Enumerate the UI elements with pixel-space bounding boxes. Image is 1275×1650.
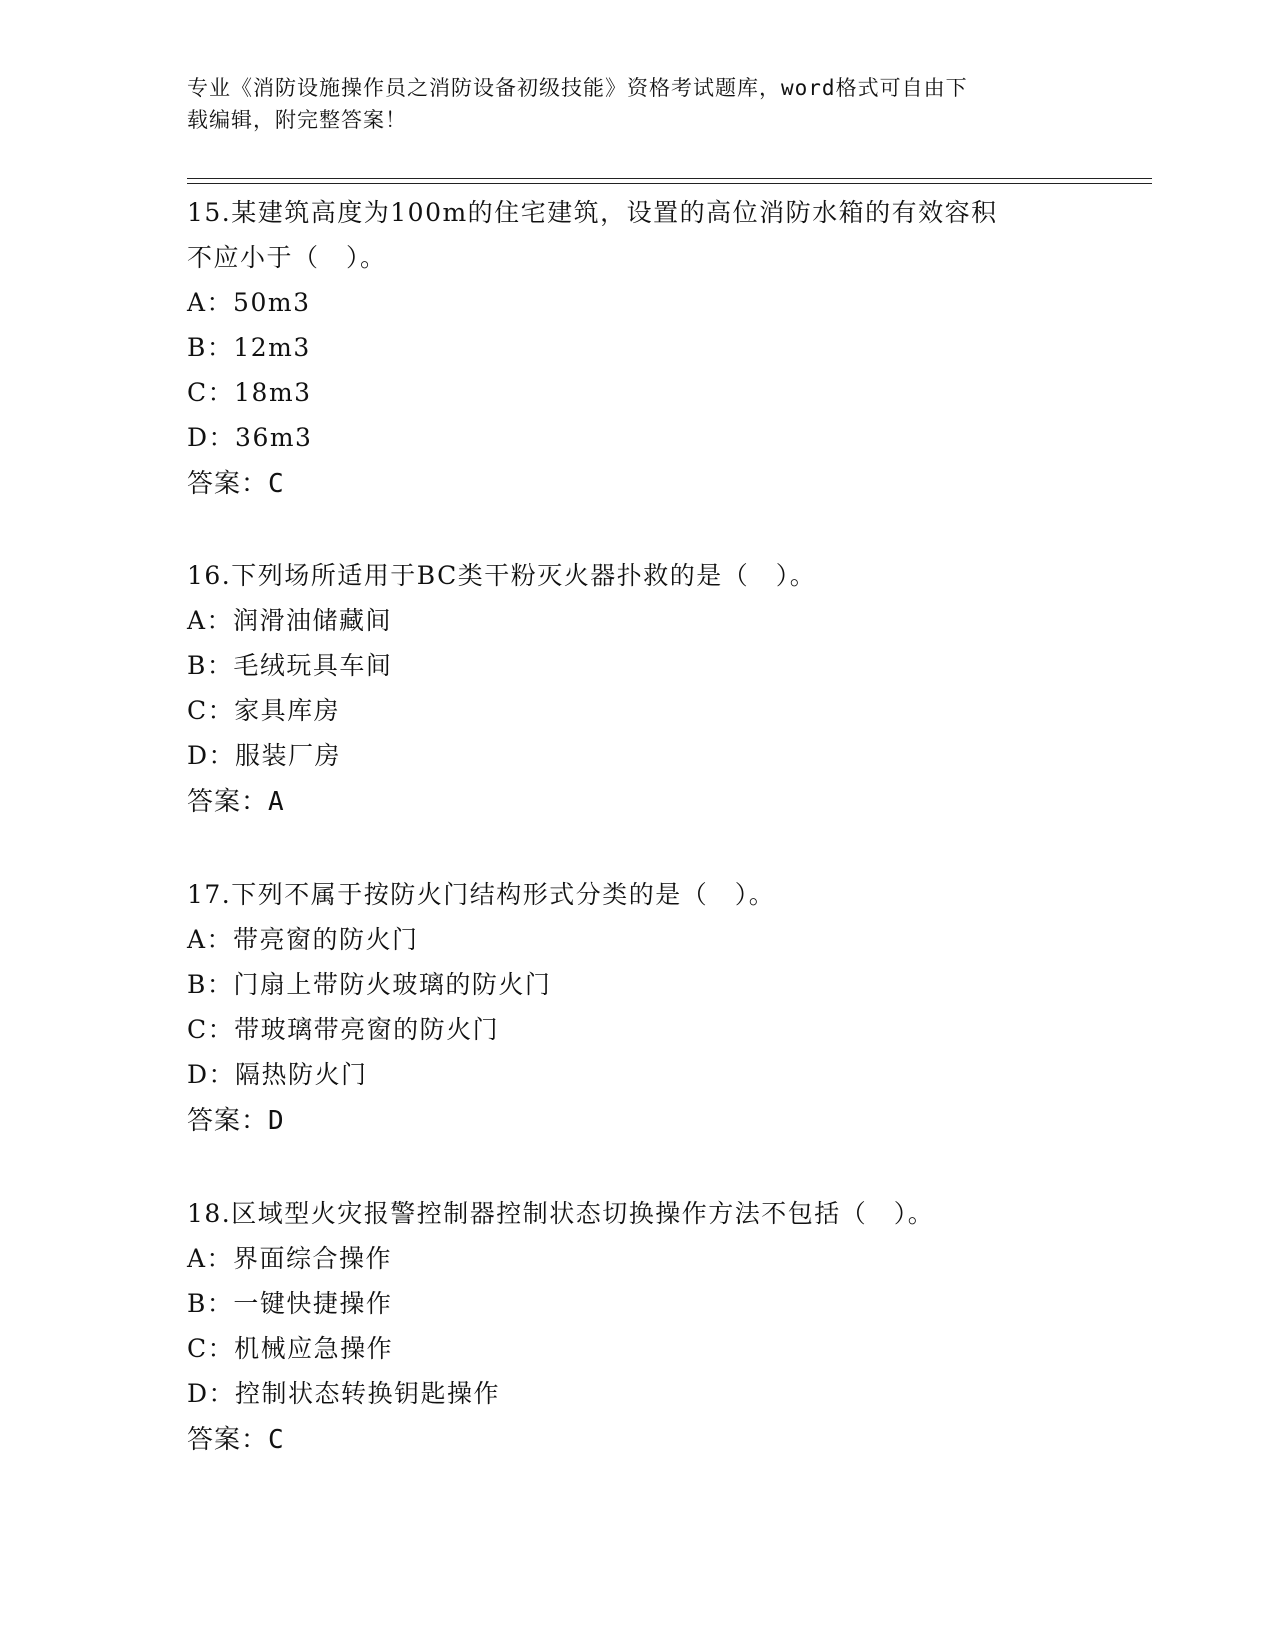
option-c: C：家具库房: [187, 696, 341, 725]
question-stem: 16.下列场所适用于BC类干粉灭火器扑救的是（ ）。: [187, 561, 817, 590]
question-stem: 15.某建筑高度为100m的住宅建筑，设置的高位消防水箱的有效容积: [187, 198, 998, 227]
option-d: D：控制状态转换钥匙操作: [187, 1379, 501, 1408]
question-16: [187, 553, 1087, 826]
option-b: B：12m3: [187, 333, 311, 362]
option-b: B：一键快捷操作: [187, 1289, 393, 1318]
option-c: C：带玻璃带亮窗的防火门: [187, 1015, 500, 1044]
option-c: C：18m3: [187, 378, 312, 407]
question-stem: 18.区域型火灾报警控制器控制状态切换操作方法不包括（ ）。: [187, 1199, 935, 1228]
answer: 答案：C: [187, 469, 285, 499]
header-line-1: 专业《消防设施操作员之消防设备初级技能》资格考试题库，word格式可自由下: [187, 76, 968, 100]
option-a: A：带亮窗的防火门: [187, 925, 419, 954]
header-divider-bottom: [187, 183, 1152, 184]
answer: 答案：D: [187, 1106, 285, 1136]
document-header: [187, 72, 1087, 136]
option-d: D：隔热防火门: [187, 1060, 368, 1089]
question-15: [187, 190, 1087, 508]
answer: 答案：A: [187, 787, 285, 817]
option-d: D：36m3: [187, 423, 313, 452]
header-divider-top: [187, 178, 1152, 179]
answer: 答案：C: [187, 1425, 285, 1455]
option-a: A：润滑油储藏间: [187, 606, 393, 635]
option-a: A：50m3: [187, 288, 311, 317]
option-d: D：服装厂房: [187, 741, 342, 770]
question-stem-continued: 不应小于（ ）。: [187, 243, 387, 272]
option-b: B：毛绒玩具车间: [187, 651, 393, 680]
question-stem: 17.下列不属于按防火门结构形式分类的是（ ）。: [187, 880, 776, 909]
header-line-2: 载编辑，附完整答案！: [187, 108, 407, 132]
question-17: [187, 872, 1087, 1145]
option-b: B：门扇上带防火玻璃的防火门: [187, 970, 552, 999]
question-18: [187, 1191, 1087, 1464]
option-a: A：界面综合操作: [187, 1244, 393, 1273]
option-c: C：机械应急操作: [187, 1334, 394, 1363]
